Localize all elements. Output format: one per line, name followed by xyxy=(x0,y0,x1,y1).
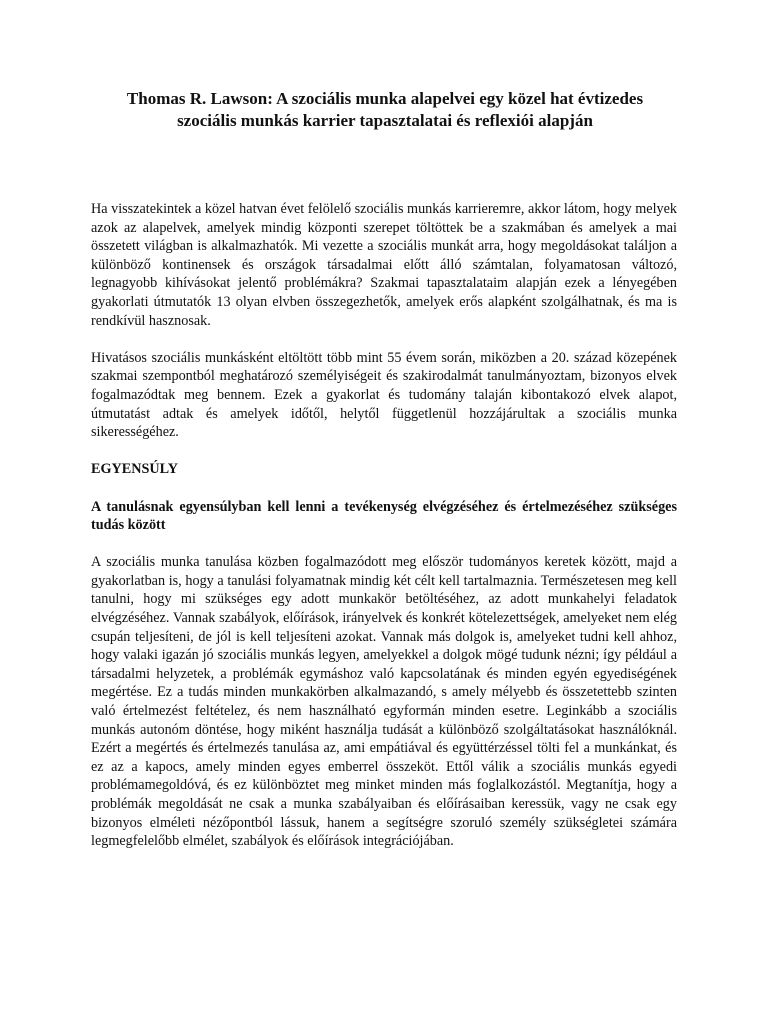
document-title xyxy=(80,88,690,132)
document-title-line-1: Thomas R. Lawson: A szociális munka alapelvei egy közel hat évtizedes xyxy=(126,89,644,108)
section-subheading: A tanulásnak egyensúlyban kell lenni a tevékenység elvégzéséhez és értelmezéséhez szükséges tudás között xyxy=(91,498,677,534)
intro-paragraph-2: Hivatásos szociális munkásként eltöltött több mint 55 évem során, miközben a 20. század közepének szakmai szempontból meghatározó személyiségeit és szakirodalmát tanulmányoztam, bizonyos elvek fogalmazódtak meg bennem. Ezek a gyakorlat és tudomány talaján kibontakozó elvek alapot, útmutatást adtak és amelyek időtől, helytől függetlenül hozzájárultak a szociális munka sikerességéhez. xyxy=(91,349,677,441)
intro-paragraph-1: Ha visszatekintek a közel hatvan évet felölelő szociális munkás karrieremre, akkor látom, hogy melyek azok az alapelvek, amelyek mindig központi szerepet töltöttek be a szakmában és amelyek a mai összetett világban is alkalmazhatók. Mi vezette a szociális munkát arra, hogy megoldásokat találjon a különböző kontinensek és országok társadalmai előtt álló számtalan, folyamatosan változó, legnagyobb kihívásokat jelentő problémákra? Szakmai tapasztalataim alapján ezek a lényegében gyakorlati útmutatók 13 olyan elvben összegezhetők, amelyek erős alapként szolgálhatnak, és ma is rendkívül hasznosak. xyxy=(91,201,677,329)
document-title-line-2: szociális munkás karrier tapasztalatai és reflexiói alapján xyxy=(177,111,593,130)
document-body xyxy=(91,200,677,869)
section-heading: EGYENSÚLY xyxy=(91,461,178,478)
body-paragraph: A szociális munka tanulása közben fogalmazódott meg először tudományos keretek között, majd a gyakorlatban is, hogy a tanulási folyamatnak mindig két célt kell tartalmaznia. Természetesen meg kell tanulni, hogy mi szükséges egy adott munkakör betöltéséhez, az adott munkahelyi feladatok elvégzéséhez. Vannak szabályok, előírások, irányelvek és konkrét kötelezettségek, amelyeket nem elég csupán teljesíteni, de jól is kell teljesíteni azokat. Vannak más dolgok is, amelyeket tudni kell ahhoz, hogy valaki igazán jó szociális munkás legyen, amelyekkel a dolgok mögé tudunk nézni; így például a társadalmi helyzetek, a problémák egymáshoz való kapcsolatának és minden egyén egyediségének megértése. Ez a tudás minden munkakörben alkalmazandó, s amely mélyebb és összetettebb szinten való értelmezést feltételez, és nem használható egyformán minden esetre. Leginkább a szociális munkás autonóm döntése, hogy miként használja tudását a különböző szolgáltatásokat használóknál. Ezért a megértés és értelmezés tanulása az, ami empátiával és együttérzéssel tölti fel a munkánkat, és ez az a kapocs, amely minden egyes emberrel összeköt. Ettől válik a szociális munkás egyedi problémamegoldóvá, és ez különböztet meg minket minden más foglalkozástól. Megtanítja, hogy a problémák megoldását ne csak a munka szabályaiban és előírásaiban keressük, vagy ne csak egy bizonyos elméleti nézőpontból lássuk, hanem a segítségre szoruló személy szükségletei számára legmegfelelőbb elmélet, szabályok és előírások integrációjában. xyxy=(91,554,677,850)
